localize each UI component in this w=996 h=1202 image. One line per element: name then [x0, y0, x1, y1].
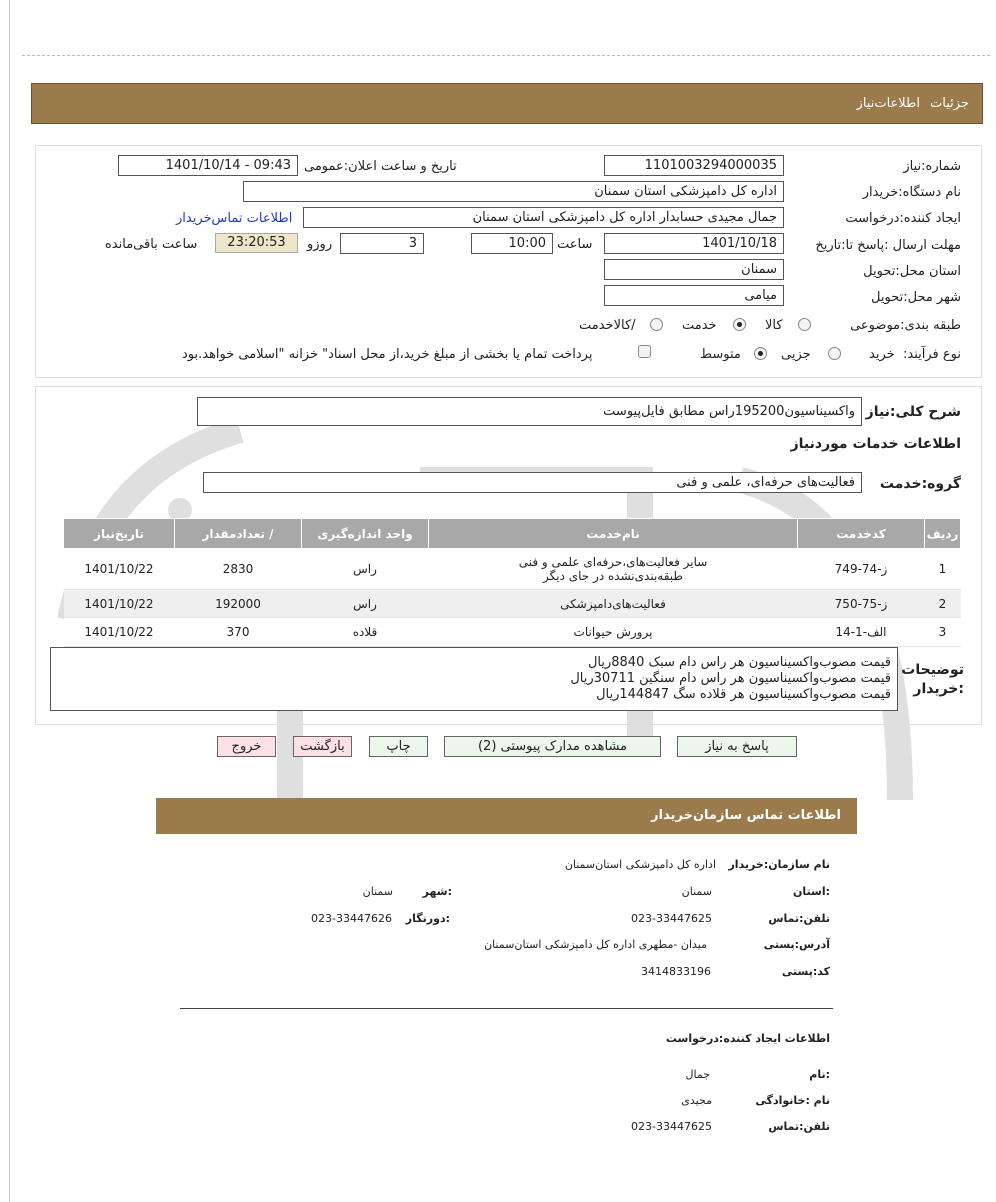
deadline-time-field: 10:00 — [471, 233, 553, 254]
contact-city-value: سمنان — [362, 885, 393, 898]
service-name: فعالیت‌های‌دامپزشکی — [429, 590, 798, 618]
contact-divider — [180, 1008, 833, 1009]
col-service-code: کدخدمت — [798, 519, 925, 549]
description-field: واکسیناسیون195200راس مطابق فایل‌پیوست — [197, 397, 862, 426]
org-name-label: نام سازمان:خریدار — [728, 858, 830, 871]
service-name-line2: طبقه‌بندی‌نشده در جای دیگر — [543, 569, 683, 583]
row-number: 3 — [925, 618, 961, 647]
row-number: 2 — [925, 590, 961, 618]
creator-name-label: :نام — [809, 1068, 830, 1081]
category-radio-goods-service[interactable] — [650, 318, 663, 331]
remaining-timer: 23:20:53 — [215, 233, 298, 253]
deadline-date-field: 1401/10/18 — [604, 233, 784, 254]
buyer-notes-box — [50, 647, 898, 711]
process-radio-minor[interactable] — [828, 347, 841, 360]
table-row — [64, 618, 961, 647]
table-row — [64, 590, 961, 618]
description-label: شرح کلی:نیاز — [865, 404, 961, 420]
buyer-note-line: قیمت مصوب‌واکسیناسیون هر راس دام سنگین 30711ریال — [570, 671, 891, 686]
creator-family-label: نام :خانوادگی — [755, 1094, 830, 1107]
top-dashed-divider — [22, 55, 990, 56]
contact-title: اطلاعات تماس سازمان‌خریدار — [651, 808, 841, 823]
requester-label: ایجاد کننده:درخواست — [845, 211, 961, 226]
days-label: روزو — [307, 237, 333, 252]
tab-details[interactable]: جزئیات — [930, 96, 969, 111]
table-row — [64, 549, 961, 590]
buyer-notes-label: توضیحات — [901, 662, 964, 678]
treasury-payment-checkbox[interactable] — [638, 345, 651, 358]
service-code — [798, 549, 925, 590]
service-code — [798, 590, 925, 618]
treasury-payment-note: پرداخت تمام یا بخشی از مبلغ خرید،از محل اسناد" خزانه "اسلامی خواهد.بود — [182, 347, 593, 362]
city-label: شهر محل:تحویل — [871, 290, 961, 305]
buyer-note-line: قیمت مصوب‌واکسیناسیون هر قلاده سگ 144847ریال — [596, 687, 891, 702]
unit: راس — [302, 549, 429, 590]
days-field: 3 — [340, 233, 424, 254]
view-attachments-button[interactable]: مشاهده مدارک پیوستی (2) — [444, 736, 661, 757]
unit: راس — [302, 590, 429, 618]
city-field: میامی — [604, 285, 784, 306]
buyer-org-label: نام دستگاه:خریدار — [862, 185, 961, 200]
col-unit: واحد اندازه‌گیری — [302, 519, 429, 549]
back-button[interactable]: بازگشت — [293, 736, 352, 757]
contact-phone-value: 023-33447625 — [631, 912, 712, 925]
left-border-line — [9, 0, 10, 1202]
print-button[interactable]: چاپ — [369, 736, 428, 757]
col-row: ردیف — [925, 519, 961, 549]
creator-phone-value: 023-33447625 — [631, 1120, 712, 1133]
contact-city-label: :شهر — [422, 885, 452, 898]
row-number: 1 — [925, 549, 961, 590]
contact-province-label: :استان — [793, 885, 830, 898]
quantity: 192000 — [175, 590, 302, 618]
services-title: اطلاعات خدمات موردنیاز — [790, 436, 961, 452]
announce-datetime-field: 1401/10/14 - 09:43 — [118, 155, 298, 176]
contact-header-bar — [156, 798, 857, 834]
creator-family-value: مجیدی — [681, 1094, 712, 1107]
address-value: میدان -مطهری اداره کل دامپزشکی استان‌سمنان — [484, 938, 707, 951]
creator-name-value: جمال — [685, 1068, 710, 1081]
service-code — [798, 618, 925, 647]
creator-title: اطلاعات ایجاد کننده:درخواست — [665, 1032, 830, 1045]
category-radio-goods[interactable] — [798, 318, 811, 331]
fax-value: 023-33447626 — [311, 912, 392, 925]
buyer-org-field: اداره کل دامپزشکی استان سمنان — [243, 181, 784, 202]
need-date: 1401/10/22 — [64, 549, 175, 590]
province-label: استان محل:تحویل — [863, 264, 961, 279]
buyer-note-line: قیمت مصوب‌واکسیناسیون هر راس دام سبک 8840ریال — [587, 655, 891, 670]
page-header-bar — [31, 83, 983, 124]
process-label: نوع فرآیند: — [903, 347, 961, 362]
process-option-minor: جزیی — [781, 347, 811, 362]
category-option-goods: کالا — [765, 318, 783, 333]
service-code-text: ز-74-749 — [834, 562, 888, 576]
exit-button[interactable]: خروج — [217, 736, 276, 757]
need-number-label: شماره:نیاز — [903, 159, 961, 174]
service-name — [429, 549, 798, 590]
col-service-name: نام‌خدمت — [429, 519, 798, 549]
service-name: پرورش حیوانات — [429, 618, 798, 647]
unit: قلاده — [302, 618, 429, 647]
remaining-label: ساعت باقی‌مانده — [105, 237, 198, 252]
category-option-goods-service: /کالاخدمت — [579, 318, 636, 333]
contact-phone-label: تلفن:تماس — [768, 912, 830, 925]
need-date: 1401/10/22 — [64, 618, 175, 647]
services-table-header — [64, 519, 961, 549]
category-label: طبقه بندی:موضوعی — [850, 318, 961, 333]
category-radio-service[interactable] — [733, 318, 746, 331]
reply-button[interactable]: پاسخ به نیاز — [677, 736, 797, 757]
requester-field: جمال مجیدی حسابدار اداره کل دامپزشکی استان سمنان — [303, 207, 784, 228]
service-name-line1: سایر فعالیت‌های،حرفه‌ای علمی و فنی — [518, 555, 708, 569]
process-type-kharid: خرید — [869, 347, 895, 362]
postal-code-label: کد:پستی — [781, 965, 830, 978]
org-name-value: اداره کل دامپزشکی استان‌سمنان — [564, 858, 716, 871]
category-option-service: خدمت — [682, 318, 717, 333]
need-info-panel — [35, 145, 982, 378]
service-code-text: ز-75-750 — [834, 596, 888, 611]
services-table — [63, 518, 961, 647]
need-number-field: 1101003294000035 — [604, 155, 784, 176]
address-label: آدرس:پستی — [763, 938, 830, 951]
service-code-text: الف-1-14 — [835, 625, 887, 639]
deadline-label: مهلت ارسال :پاسخ تا:تاریخ — [815, 238, 961, 253]
fax-label: :دورنگار — [405, 912, 450, 925]
process-option-medium: متوسط — [700, 347, 741, 362]
need-date: 1401/10/22 — [64, 590, 175, 618]
announce-label: تاریخ و ساعت اعلان:عمومی — [304, 159, 457, 174]
service-group-field: فعالیت‌های حرفه‌ای، علمی و فنی — [203, 472, 862, 493]
col-need-date: تاریخ‌نیاز — [64, 519, 175, 549]
deadline-time-label: ساعت — [557, 237, 593, 252]
creator-phone-label: تلفن:تماس — [768, 1120, 830, 1133]
quantity: 370 — [175, 618, 302, 647]
tab-need-info[interactable]: اطلاعات‌نیاز — [856, 96, 920, 111]
process-radio-medium[interactable] — [754, 347, 767, 360]
col-quantity: / تعدادمقدار — [175, 519, 302, 549]
buyer-notes-label-2: :خریدار — [913, 681, 964, 697]
postal-code-value: 3414833196 — [641, 965, 711, 978]
quantity: 2830 — [175, 549, 302, 590]
service-group-label: گروه:خدمت — [879, 476, 961, 492]
contact-province-value: سمنان — [681, 885, 712, 898]
buyer-contact-link[interactable]: اطلاعات تماس‌خریدار — [176, 211, 293, 226]
province-field: سمنان — [604, 259, 784, 280]
